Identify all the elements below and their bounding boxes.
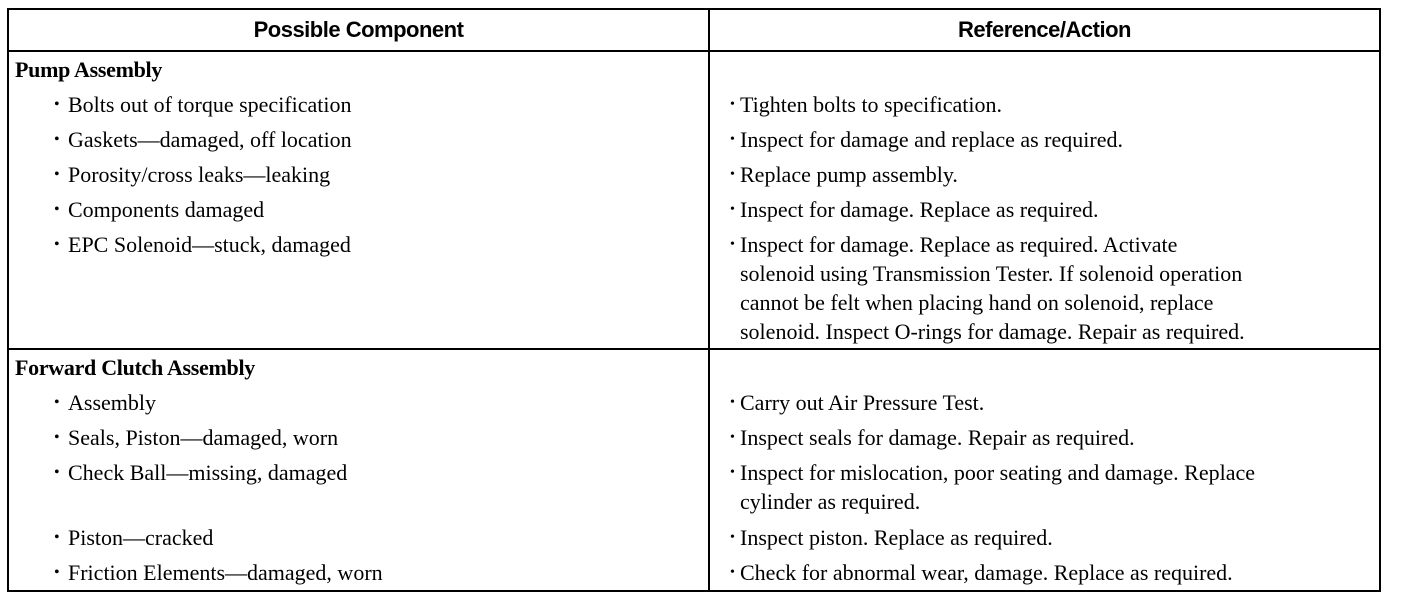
action-item: • Inspect for damage and replace as required. xyxy=(710,122,1379,157)
section-title: Forward Clutch Assembly xyxy=(15,355,255,380)
bullet-icon: • xyxy=(54,429,60,446)
bullet-icon: • xyxy=(54,564,60,581)
action-item: • Inspect for mislocation, poor seating and damage. Replace cylinder as required. xyxy=(710,455,1379,520)
bullet-icon: • xyxy=(730,167,735,182)
bullet-icon: • xyxy=(54,464,60,481)
action-item: • Check for abnormal wear, damage. Replace as required. xyxy=(710,555,1379,590)
bullet-icon: • xyxy=(730,132,735,147)
bullet-icon: • xyxy=(730,395,735,410)
bullet-icon: • xyxy=(730,565,735,580)
action-item: • Inspect seals for damage. Repair as required. xyxy=(710,420,1379,455)
action-item: • Inspect for damage. Replace as required. xyxy=(710,192,1379,227)
component-item: • Check Ball—missing, damaged xyxy=(9,455,708,520)
bullet-icon: • xyxy=(730,530,735,545)
component-item: • Piston—cracked xyxy=(9,520,708,555)
bullet-icon: • xyxy=(54,394,60,411)
clutch-actions-cell xyxy=(709,349,1380,591)
action-item: • Carry out Air Pressure Test. xyxy=(710,385,1379,420)
pump-actions-cell xyxy=(709,51,1380,349)
component-item: • EPC Solenoid—stuck, damaged xyxy=(9,227,708,262)
component-item: • Porosity/cross leaks—leaking xyxy=(9,157,708,192)
bullet-icon: • xyxy=(730,97,735,112)
pump-components-cell xyxy=(8,51,709,349)
component-item: • Components damaged xyxy=(9,192,708,227)
header-reference-action: Reference/Action xyxy=(709,9,1380,51)
header-possible-component: Possible Component xyxy=(8,9,709,51)
section-pump-assembly xyxy=(8,51,1380,349)
table-header-row xyxy=(8,9,1380,51)
component-item: • Friction Elements—damaged, worn xyxy=(9,555,708,590)
component-item: • Assembly xyxy=(9,385,708,420)
diagnosis-table xyxy=(7,8,1381,592)
bullet-icon: • xyxy=(54,96,60,113)
bullet-icon: • xyxy=(730,430,735,445)
action-item: • Replace pump assembly. xyxy=(710,157,1379,192)
bullet-icon: • xyxy=(54,529,60,546)
action-item: • Tighten bolts to specification. xyxy=(710,87,1379,122)
bullet-icon: • xyxy=(730,465,735,480)
bullet-icon: • xyxy=(54,236,60,253)
section-forward-clutch-assembly xyxy=(8,349,1380,591)
action-item: • Inspect piston. Replace as required. xyxy=(710,520,1379,555)
action-item: • Inspect for damage. Replace as required. Activate solenoid using Transmission Tester. If solenoid operation cannot be felt when placing hand on solenoid, replace solenoid. Inspect O-rings for damage. Repair as required. xyxy=(710,227,1379,346)
bullet-icon: • xyxy=(730,237,735,252)
bullet-icon: • xyxy=(730,202,735,217)
bullet-icon: • xyxy=(54,201,60,218)
bullet-icon: • xyxy=(54,131,60,148)
section-title: Pump Assembly xyxy=(15,57,163,82)
clutch-components-cell xyxy=(8,349,709,591)
component-item: • Gaskets—damaged, off location xyxy=(9,122,708,157)
component-item: • Bolts out of torque specification xyxy=(9,87,708,122)
bullet-icon: • xyxy=(54,166,60,183)
component-item: • Seals, Piston—damaged, worn xyxy=(9,420,708,455)
